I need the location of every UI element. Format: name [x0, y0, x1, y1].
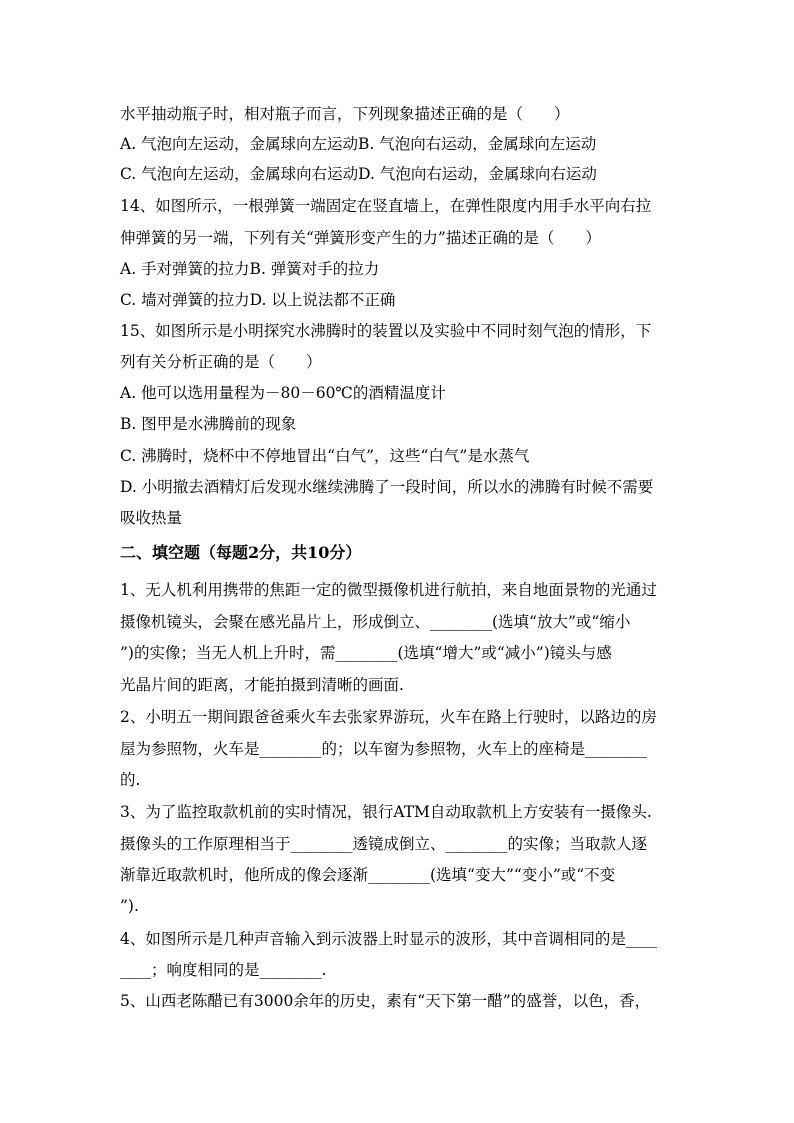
question-15-stem-line-2: 列有关分析正确的是（ ） [120, 353, 322, 371]
fill-question-1-line-2: 摄像机镜头，会聚在感光晶片上，形成倒立、________(选填“放大”或“缩小 [120, 613, 631, 631]
question-14-stem-line-1: 14、如图所示，一根弹簧一端固定在竖直墙上，在弹性限度内用手水平向右拉 [120, 197, 652, 215]
fill-question-4-line-1: 4、如图所示是几种声音输入到示波器上时显示的波形，其中音调相同的是____ [120, 930, 657, 948]
fill-question-3-line-4: ”). [120, 897, 139, 915]
question-15-option-c: C. 沸腾时，烧杯中不停地冒出“白气”，这些“白气”是水蒸气 [120, 447, 530, 465]
fill-question-1-line-3: ”)的实像；当无人机上升时，需________(选填“增大”或“减小”)镜头与感 [120, 644, 612, 662]
question-15-option-a: A. 他可以选用量程为－80－60℃的酒精温度计 [120, 384, 446, 402]
fill-question-1-line-1: 1、无人机利用携带的焦距一定的微型摄像机进行航拍，来自地面景物的光通过 [120, 581, 657, 599]
fill-question-2-line-2: 屋为参照物，火车是________的；以车窗为参照物，火车上的座椅是________ [120, 740, 648, 758]
question-13-options-cd: C. 气泡向左运动，金属球向右运动D. 气泡向右运动，金属球向右运动 [120, 165, 597, 183]
fill-question-2-line-1: 2、小明五一期间跟爸爸乘火车去张家界游玩，火车在路上行驶时，以路边的房 [120, 708, 657, 726]
fill-question-5-line-1: 5、山西老陈醋已有3000余年的历史，素有“天下第一醋”的盛誉，以色，香， [120, 992, 651, 1010]
section-heading-fill-in: 二、填空题（每题2分，共10分） [120, 543, 362, 562]
question-14-options-cd: C. 墙对弹簧的拉力D. 以上说法都不正确 [120, 291, 396, 309]
question-15-stem-line-1: 15、如图所示是小明探究水沸腾时的装置以及实验中不同时刻气泡的情形，下 [120, 322, 652, 340]
question-14-stem-line-2: 伸弹簧的另一端，下列有关“弹簧形变产生的力”描述正确的是（ ） [120, 229, 601, 247]
fill-question-4-line-2: ____；响度相同的是________. [120, 961, 327, 979]
fill-question-2-line-3: 的. [120, 771, 141, 789]
question-15-option-b: B. 图甲是水沸腾前的现象 [120, 415, 297, 433]
fill-question-3-line-1: 3、为了监控取款机前的实时情况，银行ATM自动取款机上方安装有一摄像头. [120, 803, 652, 821]
fill-question-3-line-3: 渐靠近取款机时，他所成的像会逐渐________(选填“变大”“变小”或“不变 [120, 866, 616, 884]
question-13-options-ab: A. 气泡向左运动，金属球向左运动B. 气泡向右运动，金属球向左运动 [120, 135, 597, 153]
question-13-stem: 水平抽动瓶子时，相对瓶子而言，下列现象描述正确的是（ ） [120, 105, 570, 123]
question-14-options-ab: A. 手对弹簧的拉力B. 弹簧对手的拉力 [120, 260, 380, 278]
fill-question-1-line-4: 光晶片间的距离，才能拍摄到清晰的画面. [120, 676, 404, 694]
question-15-option-d-line-1: D. 小明撤去酒精灯后发现水继续沸腾了一段时间，所以水的沸腾有时候不需要 [120, 478, 654, 496]
question-15-option-d-line-2: 吸收热量 [120, 509, 183, 527]
fill-question-3-line-2: 摄像头的工作原理相当于________透镜成倒立、________的实像；当取款人逐 [120, 835, 648, 853]
